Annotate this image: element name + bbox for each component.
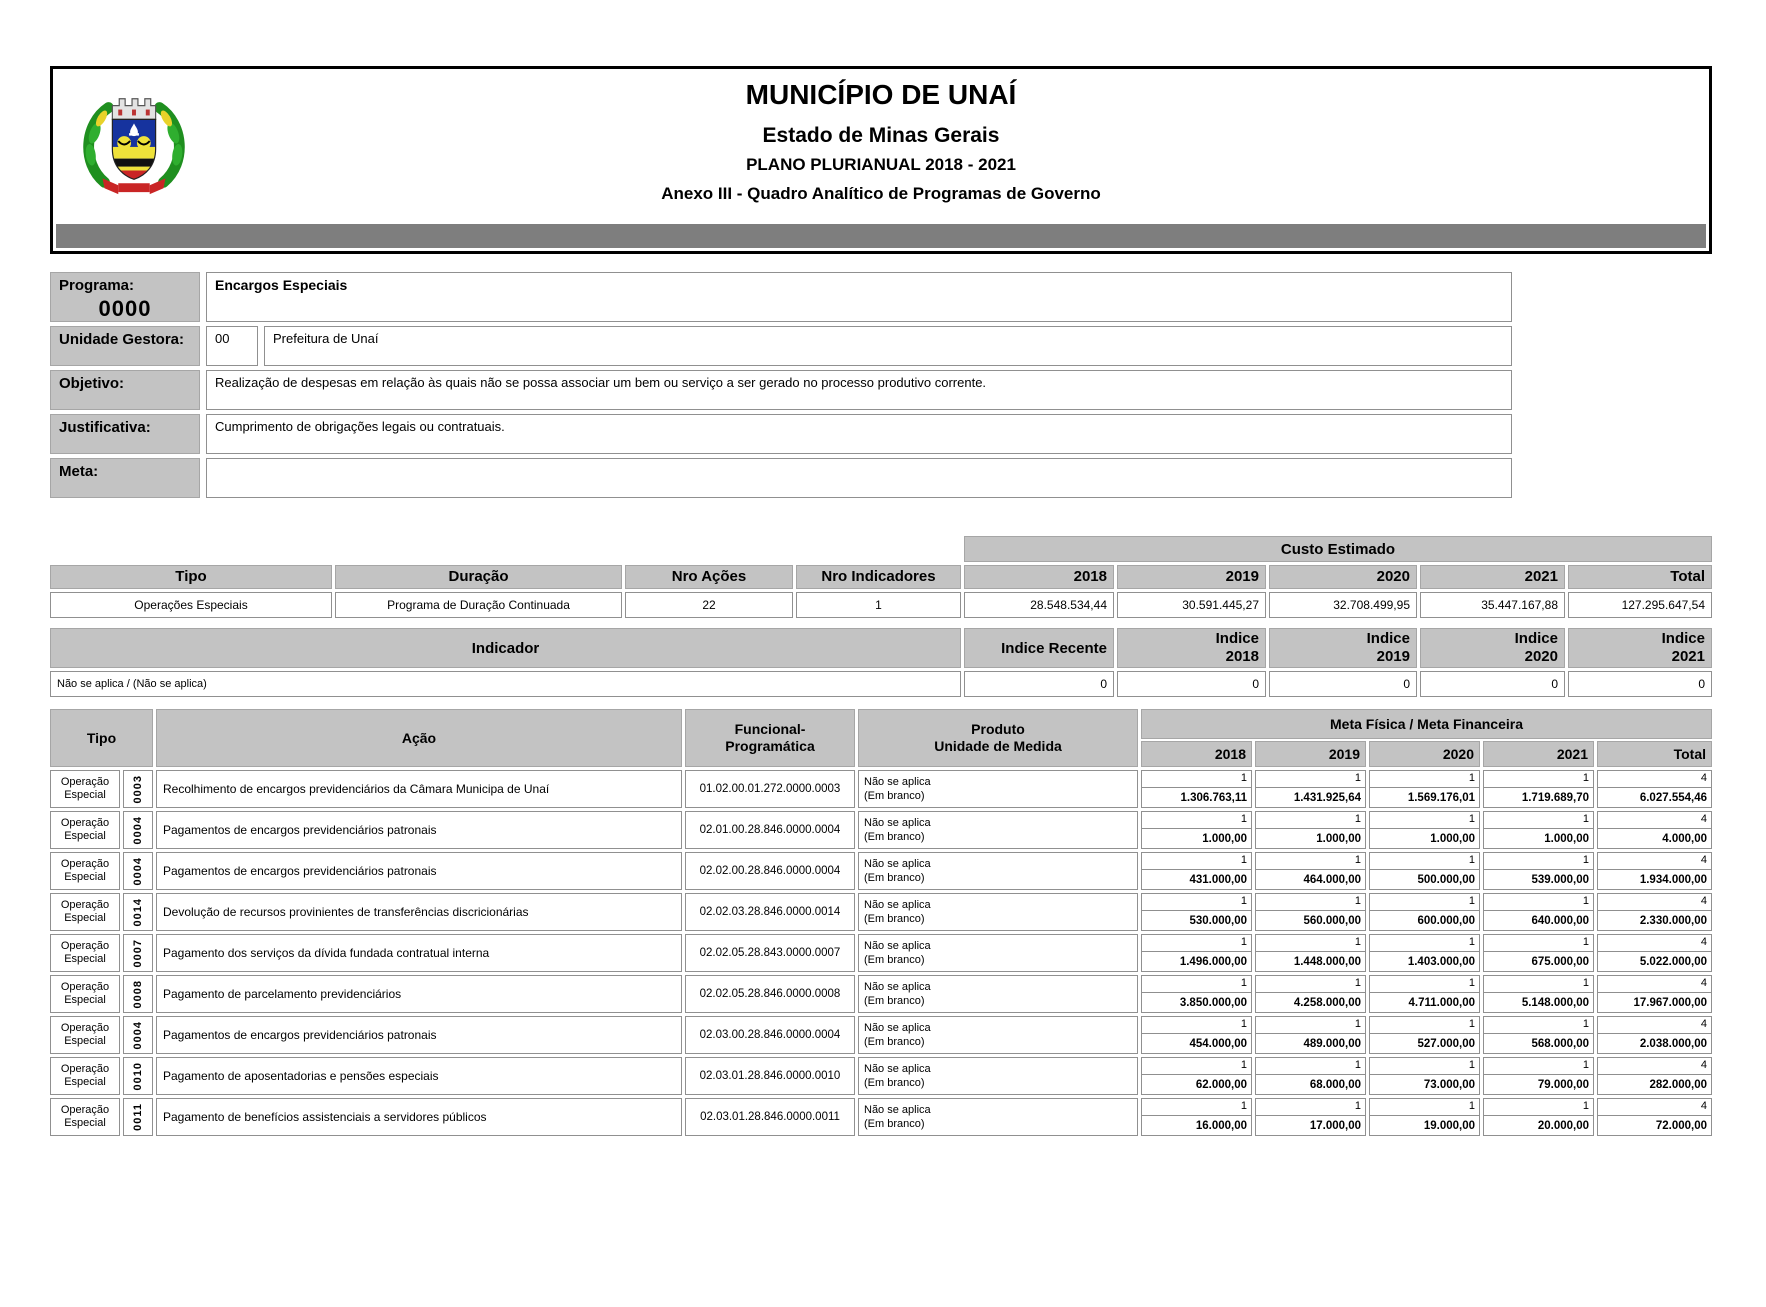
row-meta-total: 4 282.000,00: [1597, 1057, 1712, 1095]
col-header-2018: 2018: [964, 565, 1114, 589]
row-produto-unidade: Não se aplica (Em branco): [858, 893, 1138, 931]
row-produto-unidade: Não se aplica (Em branco): [858, 811, 1138, 849]
row-funcional-programatica: 02.03.01.28.846.0000.0011: [685, 1098, 855, 1136]
table-row: [50, 770, 1712, 808]
row-action-number: [123, 1098, 153, 1136]
indice-2019-value: 0: [1269, 671, 1417, 697]
row-action-number-vertical: 0004: [132, 856, 144, 886]
header-year-total: Total: [1597, 741, 1712, 767]
row-meta-2020: 1 500.000,00: [1369, 852, 1480, 890]
indice-2021-value: 0: [1568, 671, 1712, 697]
meta-row: [50, 458, 1712, 498]
indicador-name: Não se aplica / (Não se aplica): [50, 671, 961, 697]
indice-2021-header: Indice 2021: [1568, 628, 1712, 668]
objetivo-label: Objetivo:: [50, 370, 200, 410]
row-meta-total: 4 5.022.000,00: [1597, 934, 1712, 972]
header-tipo: Tipo: [50, 709, 153, 767]
meta-text: [206, 458, 1512, 498]
row-acao: Pagamentos de encargos previdenciários patronais: [156, 852, 682, 890]
row-meta-2021: 1 5.148.000,00: [1483, 975, 1594, 1013]
header-funcional-programatica: Funcional- Programática: [685, 709, 855, 767]
unidade-name: Prefeitura de Unaí: [264, 326, 1512, 366]
row-produto-unidade: Não se aplica (Em branco): [858, 852, 1138, 890]
table-row: [50, 1016, 1712, 1054]
row-meta-2018: 1 16.000,00: [1141, 1098, 1252, 1136]
col-header-2021: 2021: [1420, 565, 1565, 589]
row-meta-2019: 1 1.431.925,64: [1255, 770, 1366, 808]
col-header-2020: 2020: [1269, 565, 1417, 589]
row-action-number-vertical: 0010: [132, 1061, 144, 1091]
row-meta-2018: 1 1.306.763,11: [1141, 770, 1252, 808]
row-action-number: [123, 1057, 153, 1095]
indice-2019-header: Indice 2019: [1269, 628, 1417, 668]
row-meta-2018: 1 1.000,00: [1141, 811, 1252, 849]
header-titles: [53, 69, 1709, 204]
row-meta-total: 4 2.330.000,00: [1597, 893, 1712, 931]
custo-estimado-section: [50, 536, 1712, 618]
row-funcional-programatica: 02.03.01.28.846.0000.0010: [685, 1057, 855, 1095]
indice-2018-value: 0: [1117, 671, 1266, 697]
row-tipo: Operação Especial: [50, 852, 120, 890]
row-meta-2020: 1 600.000,00: [1369, 893, 1480, 931]
program-label: Programa:: [59, 277, 135, 294]
actions-table-section: [50, 709, 1712, 1136]
justificativa-text: Cumprimento de obrigações legais ou contratuais.: [206, 414, 1512, 454]
program-code: 0000: [98, 296, 152, 321]
header-acao: Ação: [156, 709, 682, 767]
header-divider-bar: [56, 224, 1706, 248]
row-tipo: Operação Especial: [50, 1016, 120, 1054]
custo-estimado-title: Custo Estimado: [964, 536, 1712, 562]
indice-2020-header: Indice 2020: [1420, 628, 1565, 668]
row-funcional-programatica: 02.02.05.28.846.0000.0008: [685, 975, 855, 1013]
row-meta-2018: 1 3.850.000,00: [1141, 975, 1252, 1013]
row-tipo: Operação Especial: [50, 934, 120, 972]
indice-2020-value: 0: [1420, 671, 1565, 697]
row-meta-2021: 1 539.000,00: [1483, 852, 1594, 890]
row-produto-unidade: Não se aplica (Em branco): [858, 1016, 1138, 1054]
row-meta-2021: 1 1.719.689,70: [1483, 770, 1594, 808]
row-produto-unidade: Não se aplica (Em branco): [858, 1098, 1138, 1136]
row-meta-total: 4 4.000,00: [1597, 811, 1712, 849]
row-meta-2019: 1 1.448.000,00: [1255, 934, 1366, 972]
row-produto-unidade: Não se aplica (Em branco): [858, 934, 1138, 972]
row-meta-2018: 1 431.000,00: [1141, 852, 1252, 890]
page-subtitle: Estado de Minas Gerais: [762, 124, 1000, 147]
row-funcional-programatica: 02.02.05.28.843.0000.0007: [685, 934, 855, 972]
row-action-number-vertical: 0007: [132, 938, 144, 968]
meta-label: Meta:: [50, 458, 200, 498]
col-header-tipo: Tipo: [50, 565, 332, 589]
indice-2018-header: Indice 2018: [1117, 628, 1266, 668]
header-year-2020: 2020: [1369, 741, 1480, 767]
col-header-nro-acoes: Nro Ações: [625, 565, 793, 589]
row-funcional-programatica: 02.01.00.28.846.0000.0004: [685, 811, 855, 849]
row-action-number-vertical: 0011: [132, 1103, 144, 1131]
row-meta-2019: 1 17.000,00: [1255, 1098, 1366, 1136]
col-header-duracao: Duração: [335, 565, 622, 589]
custo-total-value: 127.295.647,54: [1568, 592, 1712, 618]
row-produto-unidade: Não se aplica (Em branco): [858, 1057, 1138, 1095]
row-acao: Pagamento de aposentadorias e pensões especiais: [156, 1057, 682, 1095]
table-row: [50, 893, 1712, 931]
row-tipo: Operação Especial: [50, 1098, 120, 1136]
custo-2020-value: 32.708.499,95: [1269, 592, 1417, 618]
row-acao: Pagamentos de encargos previdenciários patronais: [156, 811, 682, 849]
indicador-header: Indicador: [50, 628, 961, 668]
row-acao: Devolução de recursos provinientes de transferências discricionárias: [156, 893, 682, 931]
actions-table-rows: [50, 770, 1712, 1136]
custo-2021-value: 35.447.167,88: [1420, 592, 1565, 618]
header-year-2019: 2019: [1255, 741, 1366, 767]
actions-table-header: [50, 709, 1712, 767]
row-meta-2020: 1 1.403.000,00: [1369, 934, 1480, 972]
header-year-2018: 2018: [1141, 741, 1252, 767]
col-header-total: Total: [1568, 565, 1712, 589]
row-meta-2018: 1 1.496.000,00: [1141, 934, 1252, 972]
col-header-2019: 2019: [1117, 565, 1266, 589]
program-row: [50, 272, 1712, 322]
row-tipo: Operação Especial: [50, 975, 120, 1013]
row-meta-2020: 1 19.000,00: [1369, 1098, 1480, 1136]
row-meta-2021: 1 640.000,00: [1483, 893, 1594, 931]
row-action-number-vertical: 0014: [132, 897, 144, 927]
row-acao: Pagamento dos serviços da dívida fundada contratual interna: [156, 934, 682, 972]
row-acao: Pagamentos de encargos previdenciários patronais: [156, 1016, 682, 1054]
row-funcional-programatica: 02.02.00.28.846.0000.0004: [685, 852, 855, 890]
row-action-number: [123, 811, 153, 849]
table-row: [50, 934, 1712, 972]
table-row: [50, 1057, 1712, 1095]
custo-2018-value: 28.548.534,44: [964, 592, 1114, 618]
justificativa-row: [50, 414, 1712, 454]
report-header: [50, 66, 1712, 254]
row-meta-2020: 1 527.000,00: [1369, 1016, 1480, 1054]
row-meta-2020: 1 73.000,00: [1369, 1057, 1480, 1095]
row-meta-total: 4 1.934.000,00: [1597, 852, 1712, 890]
table-row: [50, 852, 1712, 890]
row-funcional-programatica: 01.02.00.01.272.0000.0003: [685, 770, 855, 808]
row-meta-2020: 1 1.569.176,01: [1369, 770, 1480, 808]
indicador-table: [50, 628, 1712, 697]
row-meta-2019: 1 464.000,00: [1255, 852, 1366, 890]
row-funcional-programatica: 02.02.03.28.846.0000.0014: [685, 893, 855, 931]
row-meta-2021: 1 568.000,00: [1483, 1016, 1594, 1054]
custo-duracao-value: Programa de Duração Continuada: [335, 592, 622, 618]
plan-title: PLANO PLURIANUAL 2018 - 2021: [746, 155, 1016, 174]
row-acao: Recolhimento de encargos previdenciários da Câmara Municipa de Unaí: [156, 770, 682, 808]
row-action-number-vertical: 0004: [132, 815, 144, 845]
indice-recente-value: 0: [964, 671, 1114, 697]
row-meta-2019: 1 489.000,00: [1255, 1016, 1366, 1054]
row-meta-2019: 1 4.258.000,00: [1255, 975, 1366, 1013]
row-produto-unidade: Não se aplica (Em branco): [858, 770, 1138, 808]
report-page: [0, 66, 1766, 1307]
objetivo-text: Realização de despesas em relação às quais não se possa associar um bem ou serviço a ser gerado no processo produtivo corrente.: [206, 370, 1512, 410]
table-row: [50, 1098, 1712, 1136]
row-meta-2021: 1 1.000,00: [1483, 811, 1594, 849]
row-action-number: [123, 1016, 153, 1054]
row-meta-2020: 1 4.711.000,00: [1369, 975, 1480, 1013]
row-meta-2021: 1 675.000,00: [1483, 934, 1594, 972]
row-meta-2021: 1 20.000,00: [1483, 1098, 1594, 1136]
custo-tipo-value: Operações Especiais: [50, 592, 332, 618]
report-content: [50, 66, 1712, 1136]
row-meta-total: 4 6.027.554,46: [1597, 770, 1712, 808]
header-meta-fisica-financeira: Meta Física / Meta Financeira: [1141, 709, 1712, 739]
row-funcional-programatica: 02.03.00.28.846.0000.0004: [685, 1016, 855, 1054]
row-tipo: Operação Especial: [50, 893, 120, 931]
row-meta-total: 4 72.000,00: [1597, 1098, 1712, 1136]
indice-recente-header: Indice Recente: [964, 628, 1114, 668]
unidade-label: Unidade Gestora:: [50, 326, 200, 366]
col-header-nro-indicadores: Nro Indicadores: [796, 565, 961, 589]
row-meta-2019: 1 1.000,00: [1255, 811, 1366, 849]
annex-title: Anexo III - Quadro Analítico de Programas de Governo: [661, 184, 1101, 203]
header-produto-unidade: Produto Unidade de Medida: [858, 709, 1138, 767]
row-tipo: Operação Especial: [50, 811, 120, 849]
row-tipo: Operação Especial: [50, 1057, 120, 1095]
program-label-cell: [50, 272, 200, 322]
row-meta-2019: 1 560.000,00: [1255, 893, 1366, 931]
row-meta-2018: 1 530.000,00: [1141, 893, 1252, 931]
justificativa-label: Justificativa:: [50, 414, 200, 454]
row-acao: Pagamento de parcelamento previdenciários: [156, 975, 682, 1013]
row-action-number: [123, 770, 153, 808]
row-meta-2019: 1 68.000,00: [1255, 1057, 1366, 1095]
page-title: MUNICÍPIO DE UNAÍ: [745, 79, 1017, 110]
program-info-block: [50, 272, 1712, 498]
row-meta-total: 4 17.967.000,00: [1597, 975, 1712, 1013]
row-action-number: [123, 934, 153, 972]
row-action-number-vertical: 0003: [132, 774, 144, 804]
row-meta-2018: 1 62.000,00: [1141, 1057, 1252, 1095]
table-row: [50, 975, 1712, 1013]
unidade-gestora-row: [50, 326, 1712, 366]
row-meta-total: 4 2.038.000,00: [1597, 1016, 1712, 1054]
coat-of-arms-logo: [75, 83, 193, 201]
row-meta-2018: 1 454.000,00: [1141, 1016, 1252, 1054]
row-action-number: [123, 975, 153, 1013]
table-row: [50, 811, 1712, 849]
custo-2019-value: 30.591.445,27: [1117, 592, 1266, 618]
custo-estimado-table: [50, 565, 1712, 618]
row-acao: Pagamento de benefícios assistenciais a servidores públicos: [156, 1098, 682, 1136]
unidade-code: 00: [206, 326, 258, 366]
row-meta-2020: 1 1.000,00: [1369, 811, 1480, 849]
row-action-number-vertical: 0004: [132, 1020, 144, 1050]
objetivo-row: [50, 370, 1712, 410]
row-meta-2021: 1 79.000,00: [1483, 1057, 1594, 1095]
row-action-number-vertical: 0008: [132, 979, 144, 1009]
row-action-number: [123, 852, 153, 890]
row-produto-unidade: Não se aplica (Em branco): [858, 975, 1138, 1013]
custo-nro-indicadores-value: 1: [796, 592, 961, 618]
header-year-2021: 2021: [1483, 741, 1594, 767]
row-tipo: Operação Especial: [50, 770, 120, 808]
row-action-number: [123, 893, 153, 931]
custo-nro-acoes-value: 22: [625, 592, 793, 618]
program-name: Encargos Especiais: [206, 272, 1512, 322]
